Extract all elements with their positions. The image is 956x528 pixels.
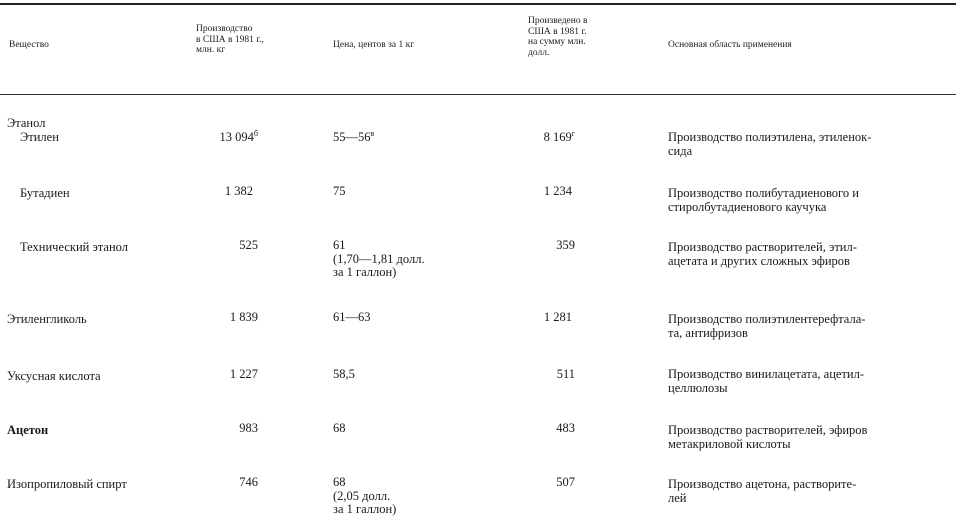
header-substance: Вещество	[9, 40, 49, 50]
table-top-rule	[0, 3, 956, 5]
table-row-production: 746	[239, 475, 258, 489]
table-row-value: 8 $169^г$	[543, 128, 575, 144]
table-row-production: 1 382	[224, 184, 253, 198]
table-row-name: Ацетон	[7, 423, 49, 437]
table-row-value: 1 281	[543, 310, 572, 324]
table-row-name: Уксусная кислота	[7, 369, 101, 383]
table-row-production: 1 839	[229, 310, 258, 324]
table-row-application: Производство полиэтилена, этиленок- сида	[668, 130, 872, 158]
table-row-production: 13 $094^б$	[219, 128, 258, 144]
table-row-price: 58,5	[333, 367, 355, 381]
header-produced-value: Произведено в США в 1981 г. на сумму млн. долл.	[528, 16, 588, 58]
table-row-value: 511	[556, 367, 575, 381]
header-application: Основная область применения	[668, 40, 792, 50]
table-row-value: 507	[556, 475, 575, 489]
table-row-application: Производство растворителей, этил- ацетата и других сложных эфиров	[668, 240, 857, 268]
table-row-production: 983	[239, 421, 258, 435]
table-row-price: 61—63	[333, 310, 371, 324]
header-price: Цена, центов за 1 кг	[333, 40, 415, 50]
table-row-price: 68	[333, 421, 346, 435]
table-header-rule	[0, 94, 956, 95]
table-row-price: $55—56^в$	[333, 128, 375, 144]
table-row-application: Производство винилацетата, ацетил- целлюлозы	[668, 367, 865, 395]
table-row-name: Изопропиловый спирт	[7, 477, 127, 491]
table-row-price: 75	[333, 184, 346, 198]
table-row-name: Этилен	[20, 130, 59, 144]
table-row-production: 525	[239, 238, 258, 252]
header-production: Производство в США в 1981 г., млн. кг	[196, 24, 264, 55]
table-row-name: Технический этанол	[20, 240, 128, 254]
table-row-value: 359	[556, 238, 575, 252]
table-row-name: Бутадиен	[20, 186, 70, 200]
table-row-production: 1 227	[229, 367, 258, 381]
table-row-application: Производство растворителей, эфиров метакриловой кислоты	[668, 423, 868, 451]
table-row-application: Производство полибутадиенового и стиролбутадиенового каучука	[668, 186, 859, 214]
table-row-name: Этиленгликоль	[7, 312, 87, 326]
table-row-price: 61 (1,70—1,81 долл. за 1 галлон)	[333, 238, 425, 279]
table-row-application: Производство ацетона, растворите- лей	[668, 477, 857, 505]
group-label: Этанол	[7, 116, 46, 130]
table-row-price: 68 (2,05 долл. за 1 галлон)	[333, 475, 397, 516]
table-row-application: Производство полиэтилентерефтала- та, антифризов	[668, 312, 866, 340]
table-row-value: 1 234	[543, 184, 572, 198]
table-row-value: 483	[556, 421, 575, 435]
